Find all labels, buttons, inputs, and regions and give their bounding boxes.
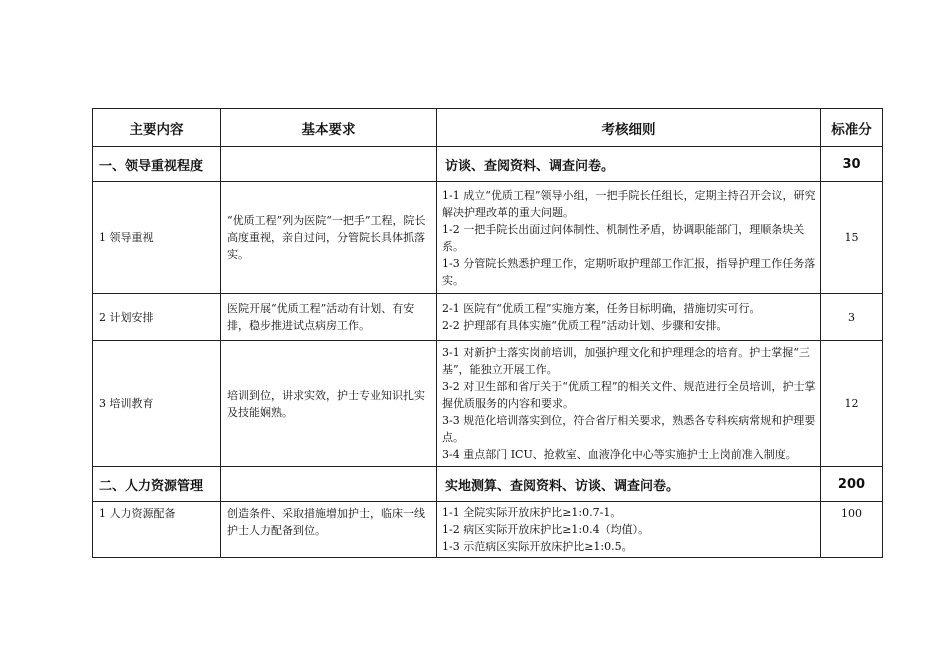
item-details (437, 341, 821, 467)
item-score: 100 (821, 502, 883, 558)
detail-line: 2-2 护理部有具体实施“优质工程”活动计划、步骤和安排。 (442, 319, 728, 332)
section-title: 二、人力资源管理 (93, 467, 221, 502)
header-detail: 考核细则 (437, 109, 821, 147)
header-row (93, 109, 883, 147)
table-row (93, 182, 883, 294)
section-score: 30 (821, 147, 883, 182)
detail-line: 2-1 医院有“优质工程”实施方案，任务目标明确，措施切实可行。 (442, 302, 761, 315)
section-method: 访谈、查阅资料、调查问卷。 (437, 147, 821, 182)
detail-line: 1-2 一把手院长出面过问体制性、机制性矛盾，协调职能部门，理顺条块关系。 (442, 222, 805, 253)
section-title: 一、领导重视程度 (93, 147, 221, 182)
item-name: 1 领导重视 (93, 182, 221, 294)
section-method: 实地测算、查阅资料、访谈、调查问卷。 (437, 467, 821, 502)
item-score: 15 (821, 182, 883, 294)
table-row (93, 502, 883, 558)
section-requirement (221, 467, 437, 502)
section-row (93, 467, 883, 502)
evaluation-table (92, 108, 883, 558)
section-row (93, 147, 883, 182)
header-content: 主要内容 (93, 109, 221, 147)
section-requirement (221, 147, 437, 182)
item-details (437, 294, 821, 341)
item-requirement: 医院开展“优质工程”活动有计划、有安排，稳步推进试点病房工作。 (221, 294, 437, 341)
item-requirement: 培训到位，讲求实效，护士专业知识扎实及技能娴熟。 (221, 341, 437, 467)
item-name: 1 人力资源配备 (93, 502, 221, 558)
detail-line: 3-1 对新护士落实岗前培训，加强护理文化和护理理念的培育。护士掌握“三基”，能独立开展工作。 (442, 346, 810, 376)
header-score: 标准分 (821, 109, 883, 147)
item-name: 3 培训教育 (93, 341, 221, 467)
item-requirement: 创造条件、采取措施增加护士，临床一线护士人力配备到位。 (221, 502, 437, 558)
table-row (93, 294, 883, 341)
table-row (93, 341, 883, 467)
item-requirement: “优质工程”列为医院“一把手”工程，院长高度重视，亲自过问，分管院长具体抓落实。 (221, 182, 437, 294)
item-score: 3 (821, 294, 883, 341)
detail-line: 3-3 规范化培训落实到位，符合省厅相关要求，熟悉各专科疾病常规和护理要点。 (442, 414, 816, 444)
detail-line: 1-2 病区实际开放床护比≥1:0.4（均值）。 (442, 523, 650, 536)
item-score: 12 (821, 341, 883, 467)
header-requirement: 基本要求 (221, 109, 437, 147)
item-name: 2 计划安排 (93, 294, 221, 341)
section-score: 200 (821, 467, 883, 502)
item-details (437, 502, 821, 558)
detail-line: 3-2 对卫生部和省厅关于“优质工程”的相关文件、规范进行全员培训，护士掌握优质服务的内容和要求。 (442, 380, 816, 410)
detail-line: 1-3 示范病区实际开放床护比≥1:0.5。 (442, 540, 633, 553)
detail-line: 1-1 全院实际开放床护比≥1:0.7-1。 (442, 506, 622, 519)
detail-line: 1-3 分管院长熟悉护理工作，定期听取护理部工作汇报，指导护理工作任务落实。 (442, 256, 816, 287)
detail-line: 1-1 成立“优质工程”领导小组，一把手院长任组长，定期主持召开会议，研究解决护理改革的重大问题。 (442, 188, 816, 219)
detail-line: 3-4 重点部门 ICU、抢救室、血液净化中心等实施护士上岗前准入制度。 (442, 448, 797, 461)
item-details (437, 182, 821, 294)
